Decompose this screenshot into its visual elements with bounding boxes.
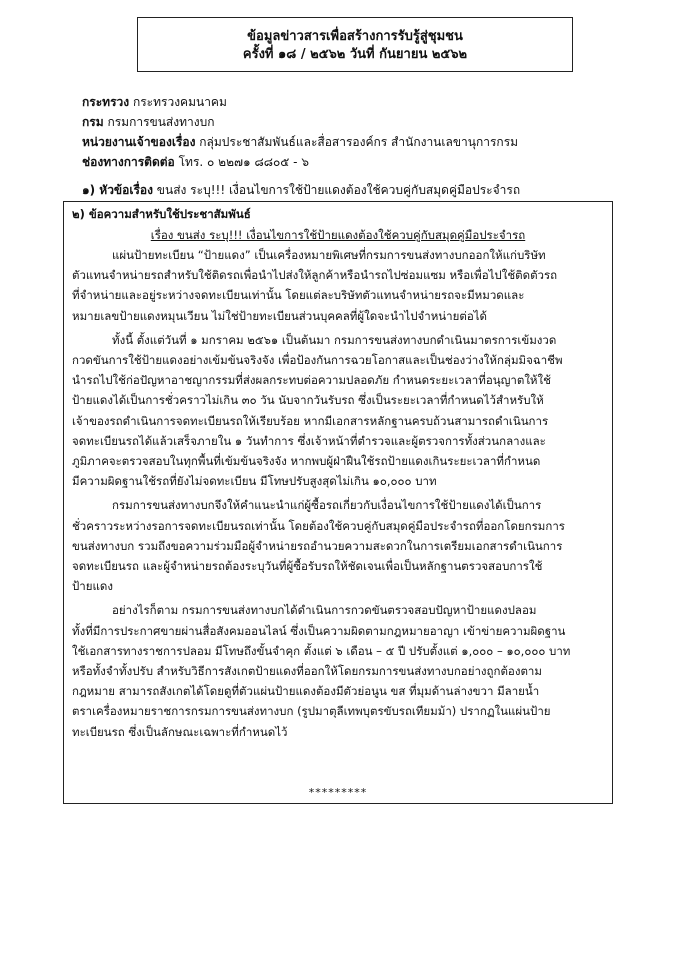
paragraph-line: ภูมิภาคจะตรวจสอบในทุกพื้นที่เข้มข้นจริงจัง หากพบผู้ฝ่าฝืนใช้รถป้ายแดงเกินระยะเวลาที่กำหนด <box>72 454 541 469</box>
paragraph-line: ป้ายแดง <box>72 579 113 594</box>
meta-contact-label: ช่องทางการติดต่อ <box>82 155 175 169</box>
header-issue-date: ครั้งที่ ๑๘ / ๒๕๖๒ วันที่ กันยายน ๒๕๖๒ <box>242 47 468 62</box>
end-mark: ********* <box>308 786 368 799</box>
meta-ministry <box>82 92 518 112</box>
paragraph-line: กรมการขนส่งทางบกจึงให้คำแนะนำแก่ผู้ซื้อรถเกี่ยวกับเงื่อนไขการใช้ป้ายแดงได้เป็นการ <box>112 498 542 513</box>
paragraph-line: กวดขันการใช้ป้ายแดงอย่างเข้มข้นจริงจัง เพื่อป้องกันการฉวยโอกาสและเป็นช่องว่างให้กลุ่มมิจฉาชีพ <box>72 353 563 368</box>
paragraph-line: ตราเครื่องหมายราชการกรมการขนส่งทางบก (รูปมาตุลีเทพบุตรขับรถเทียมม้า) ปรากฏในแผ่นป้าย <box>72 704 551 719</box>
header-box <box>137 17 573 72</box>
meta-owner-value: กลุ่มประชาสัมพันธ์และสื่อสารองค์กร สำนักงานเลขานุการกรม <box>199 135 519 149</box>
meta-block <box>82 92 518 172</box>
paragraph-line: จดทะเบียนรถ และผู้จำหน่ายรถต้องระบุวันที่ผู้ซื้อรับรถให้ชัดเจนเพื่อเป็นหลักฐานตรวจสอบการใช้ <box>72 559 543 574</box>
paragraph-line: เจ้าของรถดำเนินการจดทะเบียนรถให้เรียบร้อย หากมีเอกสารหลักฐานครบถ้วนสามารถดำเนินการ <box>72 413 549 428</box>
meta-ministry-label: กระทรวง <box>82 95 130 109</box>
topic-line <box>82 181 520 200</box>
paragraph-1 <box>72 245 604 326</box>
topic-value: ขนส่ง ระบุ!!! เงื่อนไขการใช้ป้ายแดงต้องใช้ควบคู่กับสมุดคู่มือประจำรถ <box>156 183 521 197</box>
paragraph-3 <box>72 495 604 596</box>
paragraph-line: หมายเลขป้ายแดงหมุนเวียน ไม่ใช่ป้ายทะเบียนส่วนบุคคลที่ผู้ใดจะนำไปจำหน่ายต่อได้ <box>72 308 487 323</box>
section-label: ๒) ข้อความสำหรับใช้ประชาสัมพันธ์ <box>72 207 251 221</box>
paragraph-line: ทั้งนี้ ตั้งแต่วันที่ ๑ มกราคม ๒๕๖๑ เป็นต้นมา กรมการขนส่งทางบกดำเนินมาตรการเข้มงวด <box>112 332 557 347</box>
paragraph-line: ที่จำหน่ายและอยู่ระหว่างจดทะเบียนเท่านั้น โดยแต่ละบริษัทตัวแทนจำหน่ายรถจะมีหมวดและ <box>72 288 525 303</box>
paragraph-line: มีความผิดฐานใช้รถที่ยังไม่จดทะเบียน มีโทษปรับสูงสุดไม่เกิน ๑๐,๐๐๐ บาท <box>72 474 437 489</box>
paragraph-line: อย่างไรก็ตาม กรมการขนส่งทางบกได้ดำเนินการกวดขันตรวจสอบปัญหาป้ายแดงปลอม <box>112 603 537 618</box>
meta-owner <box>82 132 518 152</box>
meta-ministry-value: กระทรวงคมนาคม <box>132 95 227 109</box>
meta-owner-label: หน่วยงานเจ้าของเรื่อง <box>82 135 196 149</box>
paragraph-4 <box>72 600 604 741</box>
paragraph-line: ตัวแทนจำหน่ายรถสำหรับใช้ติดรถเพื่อนำไปส่งให้ลูกค้าหรือนำรถไปซ่อมแซม หรือเพื่อไปใช้ติดตัวรถ <box>72 268 558 283</box>
paragraph-line: แผ่นป้ายทะเบียน “ป้ายแดง” เป็นเครื่องหมายพิเศษที่กรมการขนส่งทางบกออกให้แก่บริษัท <box>112 248 546 262</box>
article-title: เรื่อง ขนส่ง ระบุ!!! เงื่อนไขการใช้ป้ายแดงต้องใช้ควบคู่กับสมุดคู่มือประจำรถ <box>150 228 526 242</box>
topic-label: ๑) หัวข้อเรื่อง <box>82 183 153 197</box>
paragraph-line: หรือทั้งจำทั้งปรับ สำหรับวิธีการสังเกตป้ายแดงที่ออกให้โดยกรมการขนส่งทางบกอย่างถูกต้องตาม <box>72 664 542 679</box>
paragraph-2 <box>72 330 604 492</box>
paragraph-line: ขนส่งทางบก รวมถึงขอความร่วมมือผู้จำหน่ายรถอำนวยความสะดวกในการเตรียมเอกสารดำเนินการ <box>72 538 563 553</box>
meta-contact <box>82 152 518 172</box>
paragraph-line: ทะเบียนรถ ซึ่งเป็นลักษณะเฉพาะที่กำหนดไว้ <box>72 724 288 739</box>
paragraph-line: ป้ายแดงได้เป็นการชั่วคราวไม่เกิน ๓๐ วัน นับจากวันรับรถ ซึ่งเป็นระยะเวลาที่กำหนดไว้สำหรับให้ <box>72 393 544 408</box>
paragraph-line: ทั้งที่มีการประกาศขายผ่านสื่อสังคมออนไลน์ ซึ่งเป็นความผิดตามกฎหมายอาญา เข้าข่ายความผิดฐาน <box>72 623 566 638</box>
meta-contact-value: โทร. ๐ ๒๒๗๑ ๘๘๐๕ - ๖ <box>178 155 309 169</box>
paragraph-line: จดทะเบียนรถได้แล้วเสร็จภายใน ๑ วันทำการ ซึ่งเจ้าหน้าที่ตำรวจและผู้ตรวจการทั้งส่วนกลางและ <box>72 433 546 448</box>
pr-content-box <box>63 201 613 804</box>
meta-department <box>82 112 518 132</box>
paragraph-line: ใช้เอกสารทางราชการปลอม มีโทษถึงขั้นจำคุก ตั้งแต่ ๖ เดือน – ๕ ปี ปรับตั้งแต่ ๑,๐๐๐ – ๑๐,๐๐๐ บาท <box>72 643 571 658</box>
header-title: ข้อมูลข่าวสารเพื่อสร้างการรับรู้สู่ชุมชน <box>247 29 463 44</box>
meta-department-value: กรมการขนส่งทางบก <box>107 115 215 129</box>
meta-department-label: กรม <box>82 115 104 129</box>
paragraph-line: กฎหมาย สามารถสังเกตได้โดยดูที่ตัวแผ่นป้ายแดงต้องมีตัวย่อนูน ขส ที่มุมด้านล่างขวา มีลายน้ำ <box>72 684 540 699</box>
paragraph-line: นำรถไปใช้ก่อปัญหาอาชญากรรมที่ส่งผลกระทบต่อความปลอดภัย กำหนดระยะเวลาที่อนุญาตให้ใช้ <box>72 373 551 388</box>
paragraph-line: ชั่วคราวระหว่างรอการจดทะเบียนรถเท่านั้น โดยต้องใช้ควบคู่กับสมุดคู่มือประจำรถที่ออกโดยกรมการ <box>72 518 565 533</box>
